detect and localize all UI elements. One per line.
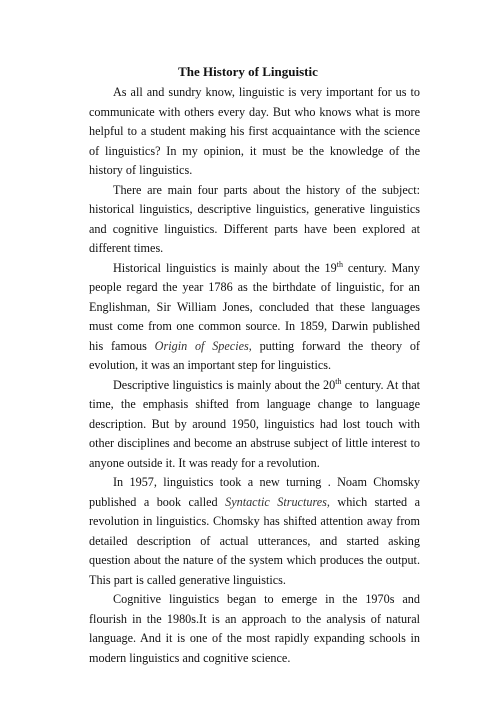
text-run: In 1957, linguistics took a new turning . Noam Chomsky published a book called bbox=[89, 475, 420, 509]
text-run: Descriptive linguistics is mainly about the 20 bbox=[113, 377, 336, 392]
paragraph-descriptive bbox=[89, 376, 420, 474]
text-run: which started a revolution in linguistics. Chomsky has shifted attention away from detailed description of actual utterances, and started asking question about the nature of the system which produces the output. This part is called generative linguistics. bbox=[89, 494, 420, 587]
document-body bbox=[89, 83, 420, 668]
paragraph-historical bbox=[89, 259, 420, 376]
book-title-syntactic-structures: Syntactic Structures, bbox=[225, 494, 330, 509]
text-run: putting forward the theory of evolution, it was an important step for linguistics. bbox=[89, 338, 420, 372]
paragraph-intro: As all and sundry know, linguistic is very important for us to communicate with others every day. But who knows what is more helpful to a student making his first acquaintance with the science of linguistics? In my opinion, it must be the knowledge of the history of linguistics. bbox=[89, 85, 420, 177]
text-run: Historical linguistics is mainly about the 19 bbox=[113, 260, 337, 275]
text-run: century. At that time, the emphasis shifted from language change to language description. But by around 1950, linguistics had lost touch with other disciplines and become an abstruse subject of little interest to anyone outside it. It was ready for a revolution. bbox=[89, 377, 420, 470]
paragraph-generative bbox=[89, 473, 420, 590]
superscript: th bbox=[336, 259, 343, 269]
book-title-origin-of-species: Origin of Species, bbox=[154, 338, 252, 353]
paragraph-parts: There are main four parts about the history of the subject: historical linguistics, descriptive linguistics, generative linguistics and cognitive linguistics. Different parts have been explored at different times. bbox=[89, 182, 420, 255]
text-run: century. Many people regard the year 1786 as the birthdate of linguistic, for an Englishman, Sir William Jones, concluded that these languages must come from one common source. In 1859, Darwin published his famous bbox=[89, 260, 420, 353]
document-title: The History of Linguistic bbox=[178, 64, 318, 79]
paragraph-cognitive: Cognitive linguistics began to emerge in the 1970s and flourish in the 1980s.It is an approach to the analysis of natural language. And it is one of the most rapidly expanding schools in modern linguistics and cognitive science. bbox=[89, 592, 420, 665]
superscript: th bbox=[335, 376, 342, 386]
